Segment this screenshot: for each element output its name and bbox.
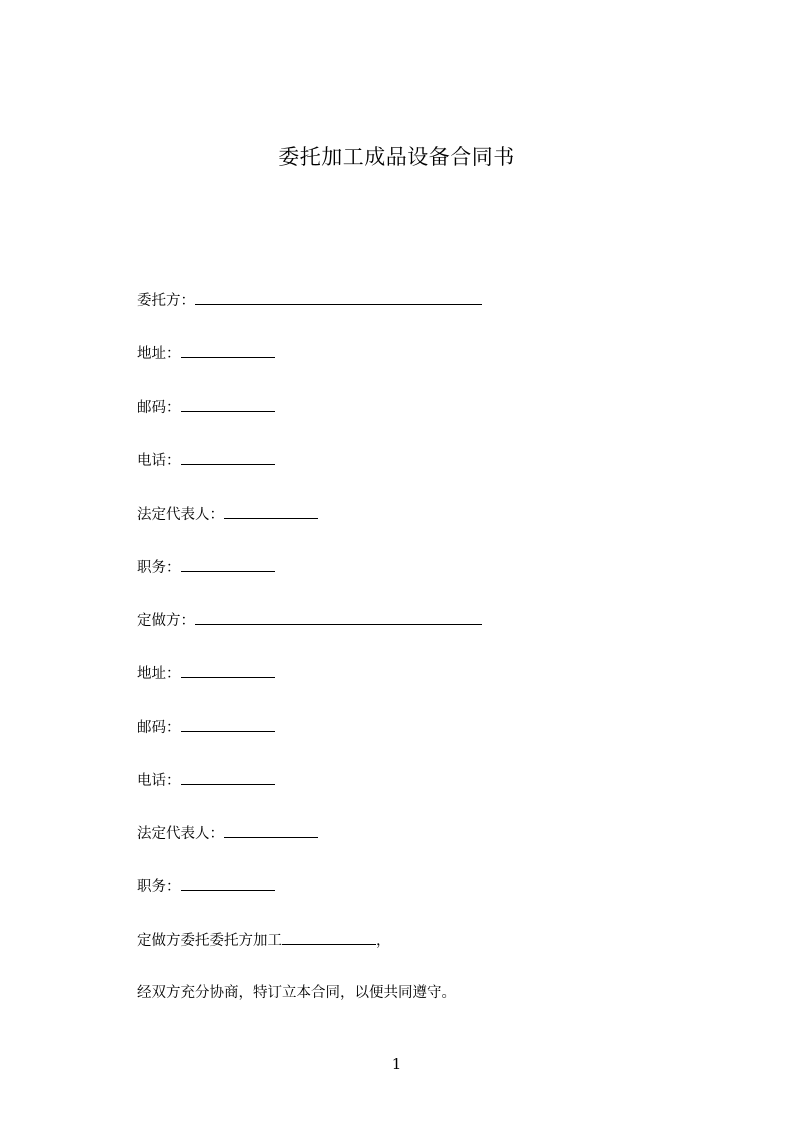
- document-title: 委托加工成品设备合同书: [278, 145, 515, 169]
- contractor-phone-field: [137, 770, 275, 791]
- contractor-legal-rep-label: 法定代表人：: [137, 826, 224, 842]
- contractor-postcode-label: 邮码：: [137, 720, 181, 736]
- client-position-label: 职务：: [137, 560, 181, 576]
- client-legal-rep-field: [137, 504, 318, 525]
- client-postcode-field: [137, 397, 275, 418]
- contractor-party-blank[interactable]: [195, 610, 482, 625]
- contractor-address-label: 地址：: [137, 666, 181, 682]
- contractor-party-label: 定做方：: [137, 613, 195, 629]
- contractor-position-field: [137, 876, 275, 897]
- client-phone-blank[interactable]: [181, 450, 275, 465]
- processing-item-blank[interactable]: [282, 930, 376, 945]
- processing-clause: [137, 930, 391, 951]
- contractor-position-label: 职务：: [137, 879, 181, 895]
- contractor-legal-rep-blank[interactable]: [224, 823, 318, 838]
- client-phone-field: [137, 450, 275, 471]
- client-address-blank[interactable]: [181, 343, 275, 358]
- client-legal-rep-blank[interactable]: [224, 504, 318, 519]
- page-number: 1: [391, 1055, 402, 1073]
- client-postcode-label: 邮码：: [137, 400, 181, 416]
- contractor-postcode-field: [137, 717, 275, 738]
- client-position-blank[interactable]: [181, 557, 275, 572]
- contractor-position-blank[interactable]: [181, 876, 275, 891]
- client-phone-label: 电话：: [137, 453, 181, 469]
- contractor-phone-label: 电话：: [137, 773, 181, 789]
- contractor-party-field: [137, 610, 482, 631]
- contractor-postcode-blank[interactable]: [181, 717, 275, 732]
- client-address-field: [137, 343, 275, 364]
- client-legal-rep-label: 法定代表人：: [137, 507, 224, 523]
- client-address-label: 地址：: [137, 346, 181, 362]
- client-party-blank[interactable]: [195, 290, 482, 305]
- client-party-field: [137, 290, 482, 311]
- client-position-field: [137, 557, 275, 578]
- contractor-address-field: [137, 663, 275, 684]
- client-party-label: 委托方：: [137, 293, 195, 309]
- contractor-address-blank[interactable]: [181, 663, 275, 678]
- contractor-legal-rep-field: [137, 823, 318, 844]
- client-postcode-blank[interactable]: [181, 397, 275, 412]
- processing-clause-text: 定做方委托委托方加工: [137, 933, 282, 949]
- closing-statement: 经双方充分协商，特订立本合同，以便共同遵守。: [137, 985, 456, 1001]
- contractor-phone-blank[interactable]: [181, 770, 275, 785]
- processing-clause-comma: ，: [376, 933, 391, 949]
